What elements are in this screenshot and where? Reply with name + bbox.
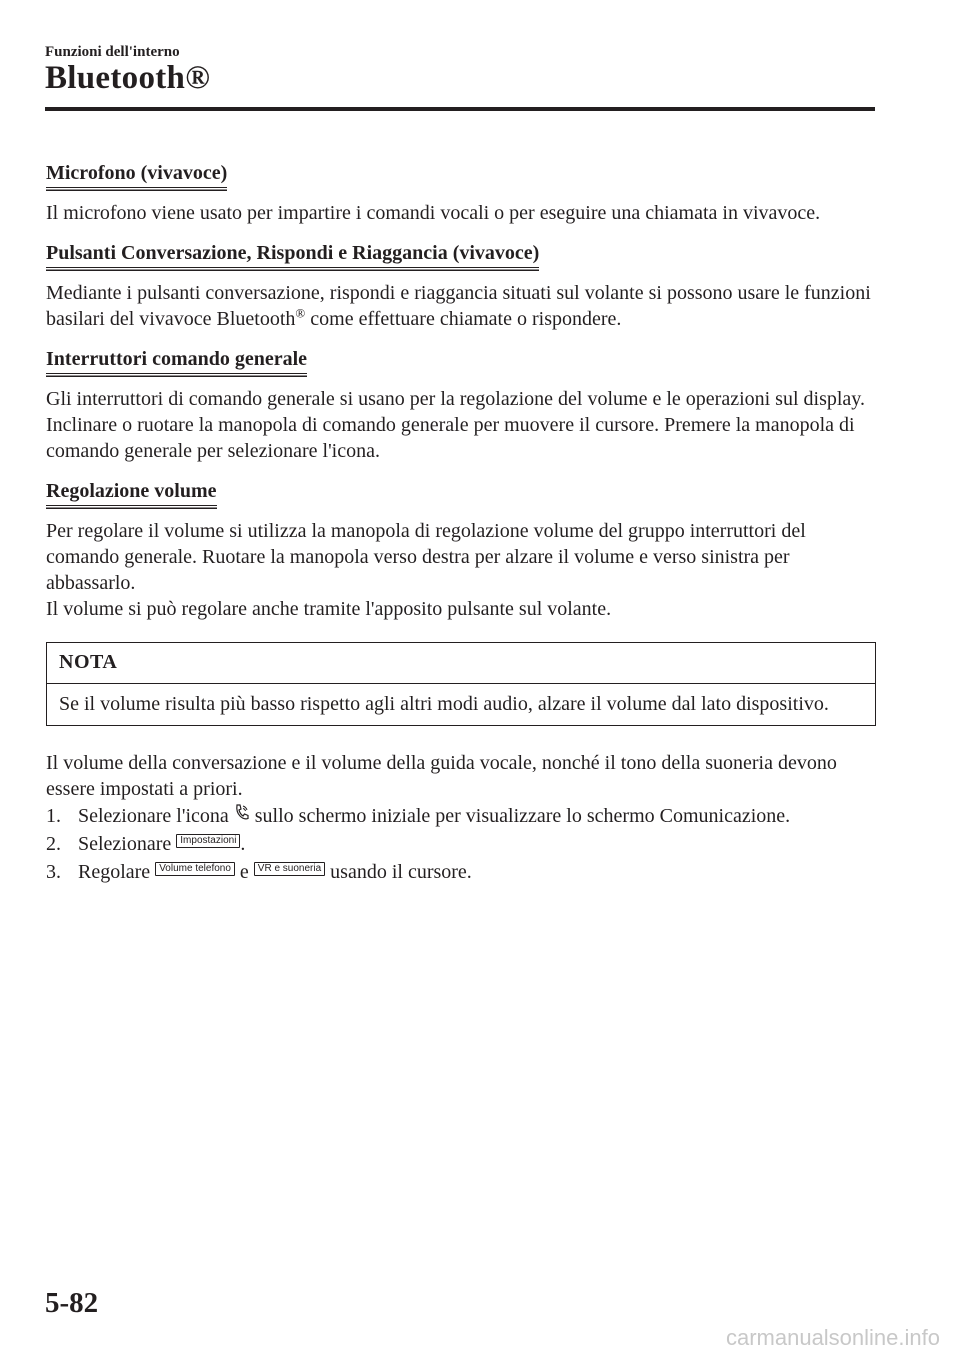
step-text: Selezionare l'icona xyxy=(78,805,234,827)
section-label: Funzioni dell'interno xyxy=(45,44,180,60)
note-text: Se il volume risulta più basso rispetto agli altri modi audio, alzare il volume dal lato dispositivo. xyxy=(59,693,829,715)
para-pulsanti-text: Mediante i pulsanti conversazione, rispondi e riaggancia situati sul volante si possono usare le funzioni basilari del vivavoce Bluetooth xyxy=(46,282,871,330)
step-1 xyxy=(46,802,876,829)
step-text: usando il cursore. xyxy=(325,861,472,883)
heading-interruttori: Interruttori comando generale xyxy=(46,346,307,374)
phone-icon xyxy=(234,802,250,820)
para-pulsanti xyxy=(46,280,876,332)
heading-regolazione: Regolazione volume xyxy=(46,478,217,506)
note-box xyxy=(46,642,876,726)
para-pulsanti-tail: come effettuare chiamate o rispondere. xyxy=(305,308,622,330)
header-divider xyxy=(45,107,875,111)
heading-microfono: Microfono (vivavoce) xyxy=(46,160,227,188)
page-number: 5-82 xyxy=(45,1287,99,1319)
para-interruttori: Gli interruttori di comando generale si usano per la regolazione del volume e le operazioni sul display. Inclinare o ruotare la manopola di comando generale per muovere il cursore. Premere la manopola di comando generale per selezionare l'icona. xyxy=(46,388,865,462)
page-title: Bluetooth® xyxy=(45,60,211,96)
heading-pulsanti: Pulsanti Conversazione, Rispondi e Riaggancia (vivavoce) xyxy=(46,240,539,268)
vr-suoneria-button: VR e suoneria xyxy=(254,862,325,876)
step-2 xyxy=(46,831,876,857)
step-text: . xyxy=(240,833,246,855)
main-content xyxy=(46,160,876,887)
step-3 xyxy=(46,859,876,885)
para-regolazione-1: Per regolare il volume si utilizza la manopola di regolazione volume del gruppo interruttori del comando generale. Ruotare la manopola verso destra per alzare il volume e verso sinistra per abbassarlo. xyxy=(46,520,806,594)
step-text: e xyxy=(234,861,254,883)
step-number: 2. xyxy=(46,833,61,855)
watermark: carmanualsonline.info xyxy=(725,1325,940,1350)
step-number: 1. xyxy=(46,805,61,827)
step-text: Regolare xyxy=(78,861,156,883)
impostazioni-button: Impostazioni xyxy=(176,834,240,848)
step-number: 3. xyxy=(46,861,61,883)
step-text: Selezionare xyxy=(78,833,177,855)
para-after-note: Il volume della conversazione e il volume della guida vocale, nonché il tono della suoneria devono essere impostati a priori. xyxy=(46,752,837,800)
volume-telefono-button: Volume telefono xyxy=(155,862,235,876)
step-text: sullo schermo iniziale per visualizzare lo schermo Comunicazione. xyxy=(249,805,791,827)
registered-mark: ® xyxy=(295,305,306,321)
para-microfono: Il microfono viene usato per impartire i comandi vocali o per eseguire una chiamata in vivavoce. xyxy=(46,202,821,224)
note-title: NOTA xyxy=(47,643,875,684)
para-regolazione-2: Il volume si può regolare anche tramite l'apposito pulsante sul volante. xyxy=(46,598,612,620)
steps-list xyxy=(46,802,876,885)
